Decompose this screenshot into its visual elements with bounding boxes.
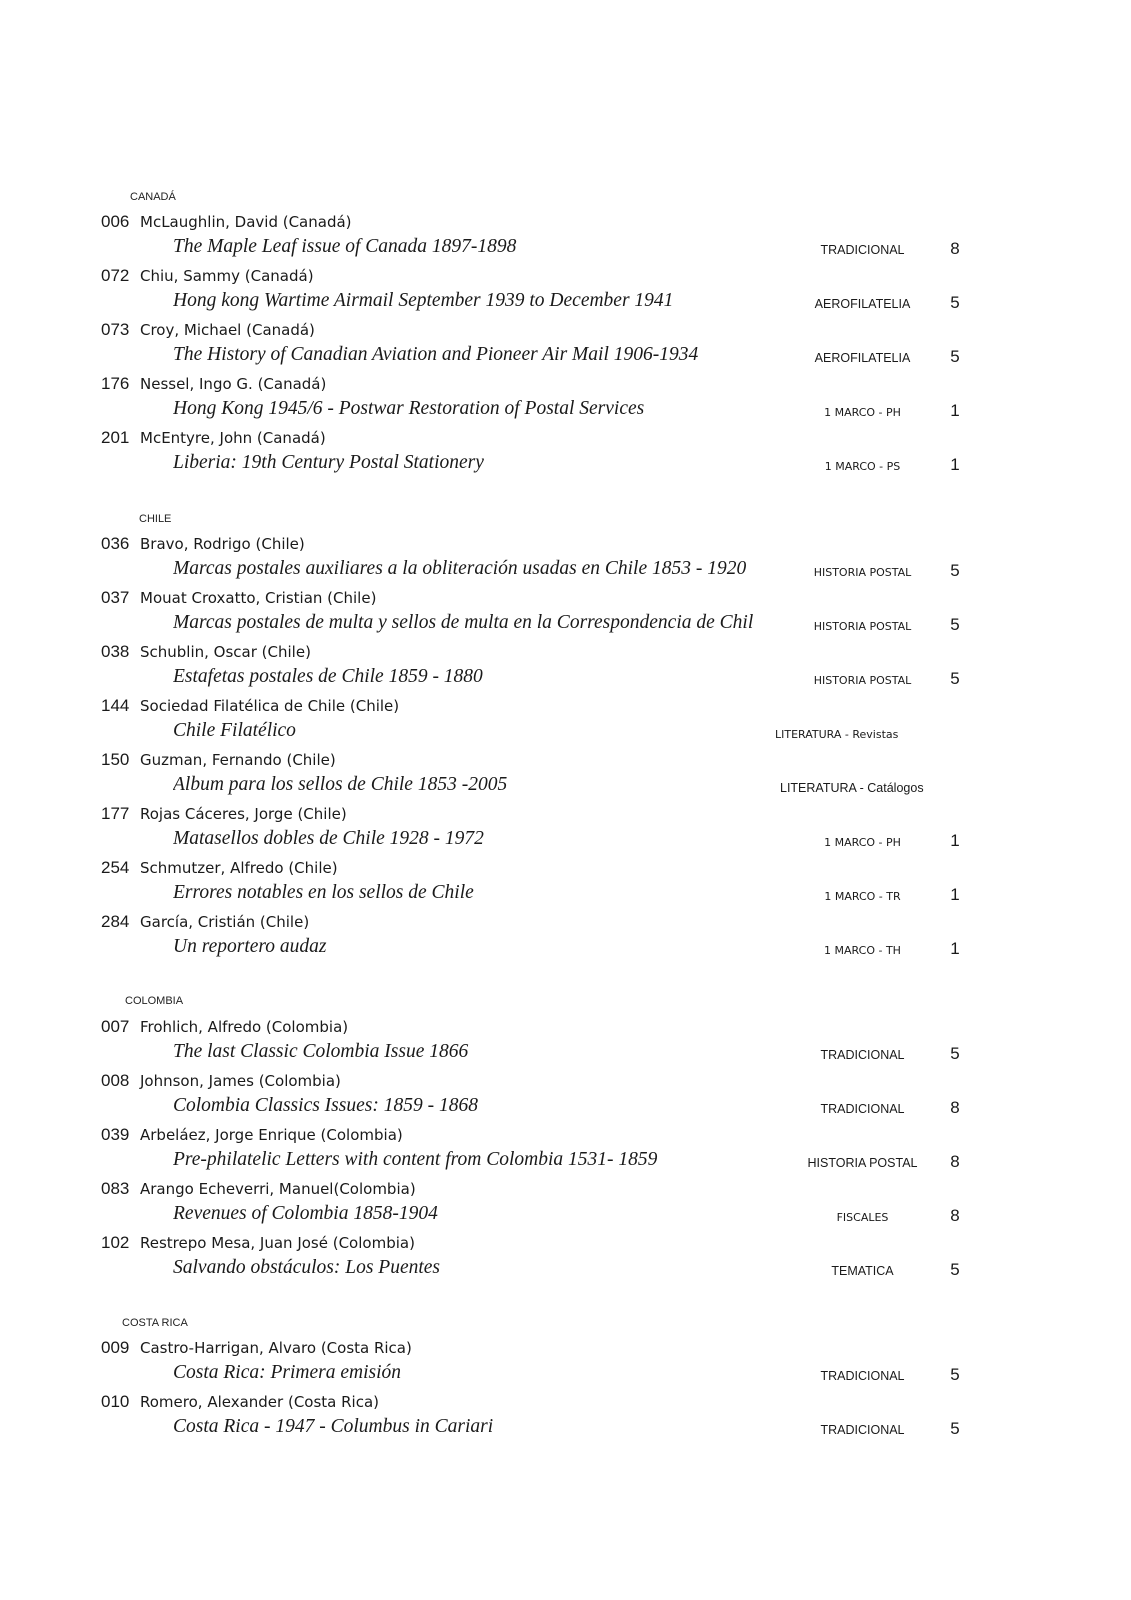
exhibitor-name: Arbeláez, Jorge Enrique (Colombia) — [140, 1126, 403, 1144]
exhibit-category: HISTORIA POSTAL — [813, 566, 912, 579]
exhibitor-name: Schmutzer, Alfredo (Chile) — [140, 859, 338, 877]
exhibit-entry — [0, 750, 1131, 804]
exhibit-entry — [0, 266, 1131, 320]
exhibit-title: Chile Filatélico — [173, 720, 296, 741]
exhibit-category: TRADICIONAL — [820, 1102, 905, 1116]
frame-count: 5 — [950, 561, 960, 580]
exhibitor-name: Chiu, Sammy (Canadá) — [140, 267, 314, 285]
exhibit-number: 150 — [101, 750, 130, 769]
exhibit-number: 010 — [101, 1392, 130, 1411]
exhibitor-name: Mouat Croxatto, Cristian (Chile) — [140, 589, 377, 607]
country-heading: CANADÁ — [130, 191, 176, 203]
exhibit-category: 1 MARCO - TH — [824, 944, 901, 957]
exhibit-title: The History of Canadian Aviation and Pioneer Air Mail 1906-1934 — [173, 344, 699, 365]
exhibitor-name: Romero, Alexander (Costa Rica) — [140, 1393, 380, 1411]
exhibit-entry — [0, 534, 1131, 588]
exhibit-category: FISCALES — [836, 1211, 889, 1224]
exhibit-category: TEMATICA — [831, 1264, 894, 1278]
exhibit-category: AEROFILATELIA — [814, 351, 911, 365]
frame-count: 5 — [950, 293, 960, 312]
exhibitor-name: Rojas Cáceres, Jorge (Chile) — [140, 805, 347, 823]
exhibit-entry — [0, 374, 1131, 428]
frame-count: 5 — [950, 1260, 960, 1279]
frame-count: 8 — [950, 1206, 960, 1225]
exhibit-number: 144 — [101, 696, 130, 715]
exhibitor-name: Bravo, Rodrigo (Chile) — [140, 535, 305, 553]
exhibit-entry — [0, 320, 1131, 374]
exhibit-number: 008 — [101, 1071, 130, 1090]
exhibit-title: Costa Rica: Primera emisión — [173, 1362, 402, 1383]
frame-count: 1 — [950, 401, 960, 420]
country-heading: COSTA RICA — [122, 1317, 188, 1329]
exhibit-title: Album para los sellos de Chile 1853 -2005 — [173, 774, 508, 795]
exhibit-entry — [0, 858, 1131, 912]
exhibit-number: 254 — [101, 858, 130, 877]
exhibitor-name: García, Cristián (Chile) — [140, 913, 310, 931]
exhibit-entry — [0, 696, 1131, 750]
exhibit-number: 037 — [101, 588, 130, 607]
exhibit-number: 039 — [101, 1125, 130, 1144]
frame-count: 5 — [950, 347, 960, 366]
exhibit-title: The Maple Leaf issue of Canada 1897-1898 — [173, 236, 517, 257]
exhibit-category: TRADICIONAL — [820, 1423, 905, 1437]
exhibit-title: Marcas postales auxiliares a la obliteración usadas en Chile 1853 - 1920 — [173, 558, 747, 579]
country-heading: CHILE — [139, 513, 172, 525]
exhibit-number: 073 — [101, 320, 130, 339]
exhibit-entry — [0, 1017, 1131, 1071]
exhibit-category: HISTORIA POSTAL — [813, 620, 912, 633]
exhibit-number: 176 — [101, 374, 130, 393]
exhibitor-name: Croy, Michael (Canadá) — [140, 321, 315, 339]
exhibit-number: 177 — [101, 804, 130, 823]
frame-count: 5 — [950, 1419, 960, 1438]
exhibit-number: 009 — [101, 1338, 130, 1357]
exhibit-number: 072 — [101, 266, 130, 285]
exhibit-number: 201 — [101, 428, 130, 447]
frame-count: 8 — [950, 239, 960, 258]
exhibitor-name: Nessel, Ingo G. (Canadá) — [140, 375, 327, 393]
exhibit-number: 102 — [101, 1233, 130, 1252]
country-heading: COLOMBIA — [125, 995, 184, 1007]
exhibit-number: 284 — [101, 912, 130, 931]
exhibit-title: Colombia Classics Issues: 1859 - 1868 — [173, 1095, 478, 1116]
exhibit-category: 1 MARCO - PH — [824, 836, 901, 849]
exhibit-entry — [0, 1233, 1131, 1287]
frame-count: 1 — [950, 831, 960, 850]
exhibit-title: Marcas postales de multa y sellos de multa en la Correspondencia de Chil — [173, 612, 754, 633]
exhibit-entry — [0, 1125, 1131, 1179]
exhibit-title: Un reportero audaz — [173, 936, 327, 957]
exhibitor-name: McEntyre, John (Canadá) — [140, 429, 326, 447]
frame-count: 5 — [950, 1044, 960, 1063]
exhibit-category: TRADICIONAL — [820, 1369, 905, 1383]
exhibit-category: LITERATURA - Revistas — [775, 728, 899, 741]
frame-count: 8 — [950, 1098, 960, 1117]
exhibit-title: Matasellos dobles de Chile 1928 - 1972 — [173, 828, 484, 849]
frame-count: 1 — [950, 455, 960, 474]
exhibit-category: HISTORIA POSTAL — [813, 674, 912, 687]
exhibit-category: AEROFILATELIA — [814, 297, 911, 311]
exhibitor-name: Schublin, Oscar (Chile) — [140, 643, 311, 661]
exhibit-number: 038 — [101, 642, 130, 661]
exhibit-entry — [0, 1338, 1131, 1392]
exhibit-category: HISTORIA POSTAL — [807, 1156, 918, 1170]
exhibit-entry — [0, 642, 1131, 696]
exhibit-category: 1 MARCO - PS — [824, 460, 901, 473]
exhibit-title: The last Classic Colombia Issue 1866 — [173, 1041, 469, 1062]
exhibitor-name: Castro-Harrigan, Alvaro (Costa Rica) — [140, 1339, 412, 1357]
exhibit-number: 083 — [101, 1179, 130, 1198]
frame-count: 1 — [950, 885, 960, 904]
exhibit-category: TRADICIONAL — [820, 1048, 905, 1062]
exhibitor-name: Johnson, James (Colombia) — [140, 1072, 341, 1090]
exhibit-entry — [0, 912, 1131, 966]
exhibit-title: Estafetas postales de Chile 1859 - 1880 — [173, 666, 483, 687]
exhibit-category: TRADICIONAL — [820, 243, 905, 257]
exhibitor-name: Sociedad Filatélica de Chile (Chile) — [140, 697, 400, 715]
exhibit-title: Errores notables en los sellos de Chile — [173, 882, 474, 903]
exhibit-entry — [0, 804, 1131, 858]
exhibit-title: Costa Rica - 1947 - Columbus in Cariari — [173, 1416, 494, 1437]
exhibit-category: LITERATURA - Catálogos — [780, 781, 924, 795]
exhibit-entry — [0, 428, 1131, 482]
exhibitor-name: Arango Echeverri, Manuel(Colombia) — [140, 1180, 416, 1198]
exhibit-entry — [0, 1071, 1131, 1125]
frame-count: 8 — [950, 1152, 960, 1171]
exhibit-entry — [0, 588, 1131, 642]
exhibit-number: 036 — [101, 534, 130, 553]
exhibit-number: 007 — [101, 1017, 130, 1036]
exhibitor-name: Restrepo Mesa, Juan José (Colombia) — [140, 1234, 415, 1252]
exhibit-category: 1 MARCO - TR — [824, 890, 901, 903]
exhibit-category: 1 MARCO - PH — [824, 406, 901, 419]
exhibit-title: Hong Kong 1945/6 - Postwar Restoration of Postal Services — [173, 398, 645, 419]
exhibit-number: 006 — [101, 212, 130, 231]
exhibit-title: Salvando obstáculos: Los Puentes — [173, 1257, 441, 1278]
frame-count: 1 — [950, 939, 960, 958]
exhibitor-name: Guzman, Fernando (Chile) — [140, 751, 336, 769]
frame-count: 5 — [950, 1365, 960, 1384]
exhibit-title: Hong kong Wartime Airmail September 1939 to December 1941 — [173, 290, 674, 311]
exhibit-title: Revenues of Colombia 1858-1904 — [173, 1203, 438, 1224]
exhibit-title: Pre-philatelic Letters with content from Colombia 1531- 1859 — [173, 1149, 658, 1170]
exhibit-entry — [0, 212, 1131, 266]
exhibitor-name: Frohlich, Alfredo (Colombia) — [140, 1018, 349, 1036]
exhibit-entry — [0, 1179, 1131, 1233]
exhibit-entry — [0, 1392, 1131, 1446]
exhibit-title: Liberia: 19th Century Postal Stationery — [173, 452, 484, 473]
frame-count: 5 — [950, 615, 960, 634]
exhibitor-name: McLaughlin, David (Canadá) — [140, 213, 352, 231]
frame-count: 5 — [950, 669, 960, 688]
